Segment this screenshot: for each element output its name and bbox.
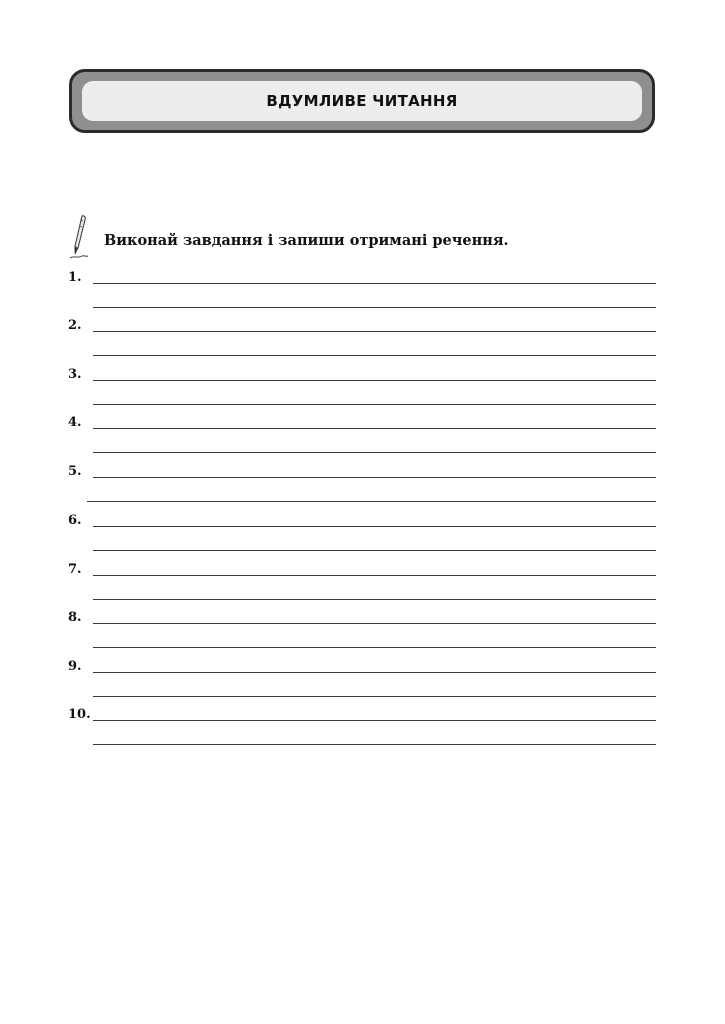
answer-row	[0, 659, 725, 720]
answer-row	[0, 270, 725, 331]
answer-line[interactable]	[93, 331, 656, 332]
answer-number: 6.	[68, 513, 82, 528]
answer-line[interactable]	[93, 404, 656, 405]
answer-line[interactable]	[93, 283, 656, 284]
answer-line[interactable]	[93, 599, 656, 600]
answer-line[interactable]	[93, 380, 656, 381]
answer-line[interactable]	[93, 307, 656, 308]
answer-line[interactable]	[93, 744, 656, 745]
answer-number: 9.	[68, 659, 82, 674]
answer-number: 7.	[68, 562, 82, 577]
answer-number: 1.	[68, 270, 82, 285]
answer-line[interactable]	[93, 355, 656, 356]
task-instruction: Виконай завдання і запиши отримані речення.	[104, 232, 509, 249]
answer-line[interactable]	[93, 477, 656, 478]
answer-row	[0, 562, 725, 623]
section-title: ВДУМЛИВЕ ЧИТАННЯ	[266, 92, 458, 110]
answer-row	[0, 318, 725, 379]
answer-number: 5.	[68, 464, 82, 479]
answer-row	[0, 707, 725, 768]
answer-row	[0, 513, 725, 574]
answer-line[interactable]	[93, 526, 656, 527]
answer-line[interactable]	[93, 647, 656, 648]
answer-line[interactable]	[93, 696, 656, 697]
answer-line[interactable]	[93, 428, 656, 429]
answer-line[interactable]	[93, 550, 656, 551]
answer-line[interactable]	[93, 452, 656, 453]
answer-row	[0, 464, 725, 525]
answer-line[interactable]	[93, 623, 656, 624]
answer-line[interactable]	[93, 575, 656, 576]
answer-number: 2.	[68, 318, 82, 333]
answer-row	[0, 415, 725, 476]
answer-number: 10.	[68, 707, 91, 722]
answer-number: 4.	[68, 415, 82, 430]
answer-number: 8.	[68, 610, 82, 625]
answer-line[interactable]	[93, 672, 656, 673]
answer-line[interactable]	[93, 720, 656, 721]
answer-row	[0, 367, 725, 428]
answer-line[interactable]	[87, 501, 656, 502]
answer-row	[0, 610, 725, 671]
answer-number: 3.	[68, 367, 82, 382]
